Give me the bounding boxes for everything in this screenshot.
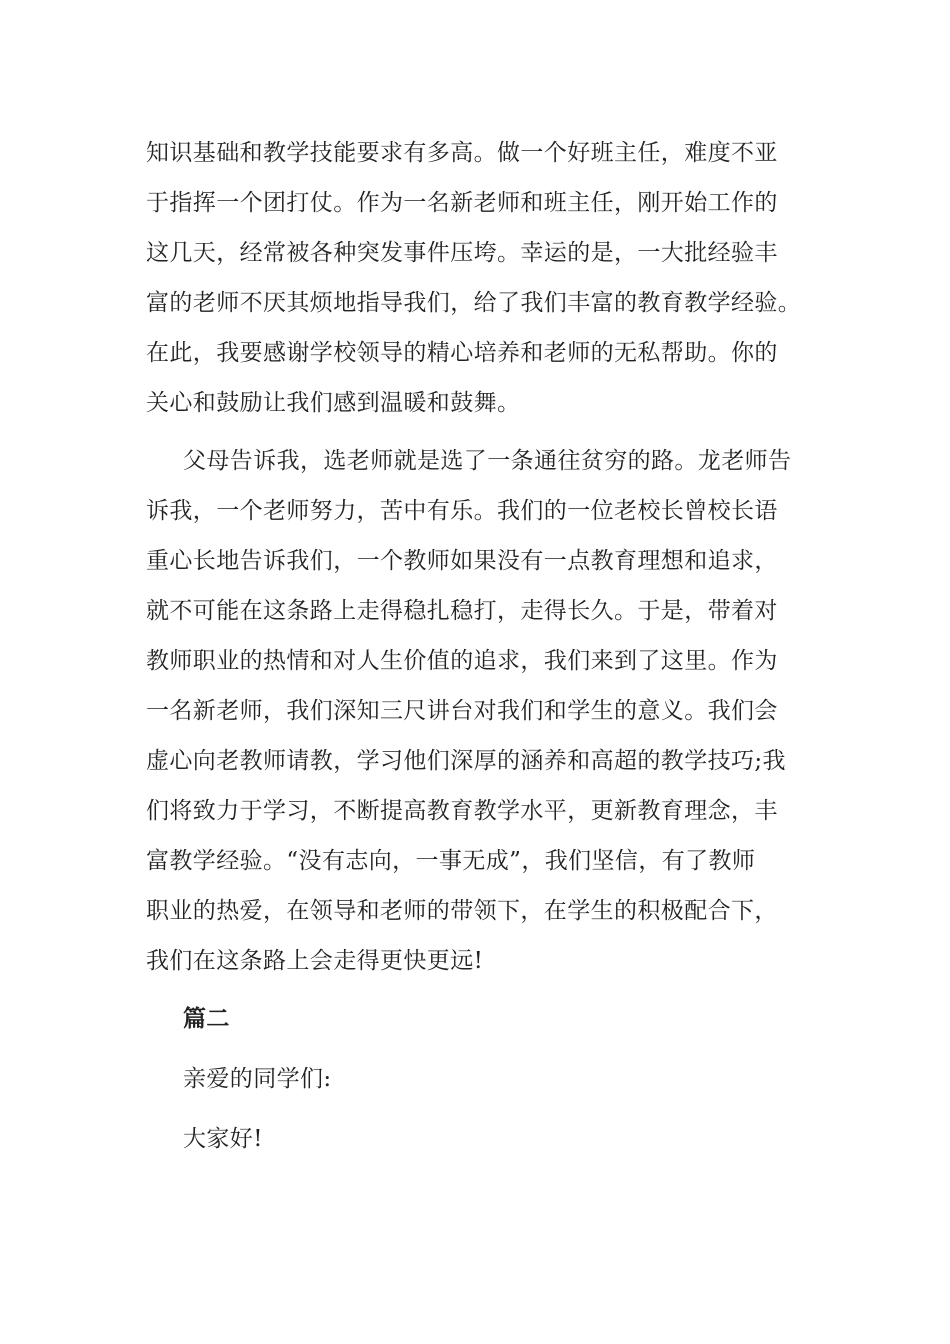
paragraph-line: 关心和鼓励让我们感到温暖和鼓舞。	[146, 390, 521, 416]
paragraph-line: 虚心向老教师请教，学习他们深厚的涵养和高超的教学技巧;我	[146, 748, 786, 774]
paragraph-line: 一名新老师，我们深知三尺讲台对我们和学生的意义。我们会	[146, 698, 778, 724]
salutation: 亲爱的同学们:	[183, 1066, 332, 1092]
paragraph-line: 富教学经验。“没有志向，一事无成”，我们坚信，有了教师	[146, 848, 756, 874]
paragraph-line: 教师职业的热情和对人生价值的追求，我们来到了这里。作为	[146, 648, 778, 674]
paragraph-line: 我们在这条路上会走得更快更远!	[146, 948, 484, 974]
paragraph-line: 知识基础和教学技能要求有多高。做一个好班主任，难度不亚	[146, 140, 778, 166]
section-heading: 篇二	[183, 1006, 230, 1032]
paragraph-line: 职业的热爱，在领导和老师的带领下，在学生的积极配合下，	[146, 898, 778, 924]
paragraph-line: 们将致力于学习，不断提高教育教学水平，更新教育理念，丰	[146, 798, 778, 824]
paragraph-line: 于指挥一个团打仗。作为一名新老师和班主任，刚开始工作的	[146, 190, 778, 216]
greeting: 大家好!	[183, 1126, 263, 1152]
paragraph-line: 父母告诉我，选老师就是选了一条通往贫穷的路。龙老师告	[183, 448, 792, 474]
paragraph-line: 重心长地告诉我们，一个教师如果没有一点教育理想和追求，	[146, 548, 778, 574]
paragraph-line: 在此，我要感谢学校领导的精心培养和老师的无私帮助。你的	[146, 340, 778, 366]
paragraph-line: 就不可能在这条路上走得稳扎稳打，走得长久。于是，带着对	[146, 598, 778, 624]
paragraph-line: 这几天，经常被各种突发事件压垮。幸运的是，一大批经验丰	[146, 240, 778, 266]
paragraph-line: 富的老师不厌其烦地指导我们，给了我们丰富的教育教学经验。	[146, 290, 802, 316]
paragraph-line: 诉我，一个老师努力，苦中有乐。我们的一位老校长曾校长语	[146, 498, 778, 524]
